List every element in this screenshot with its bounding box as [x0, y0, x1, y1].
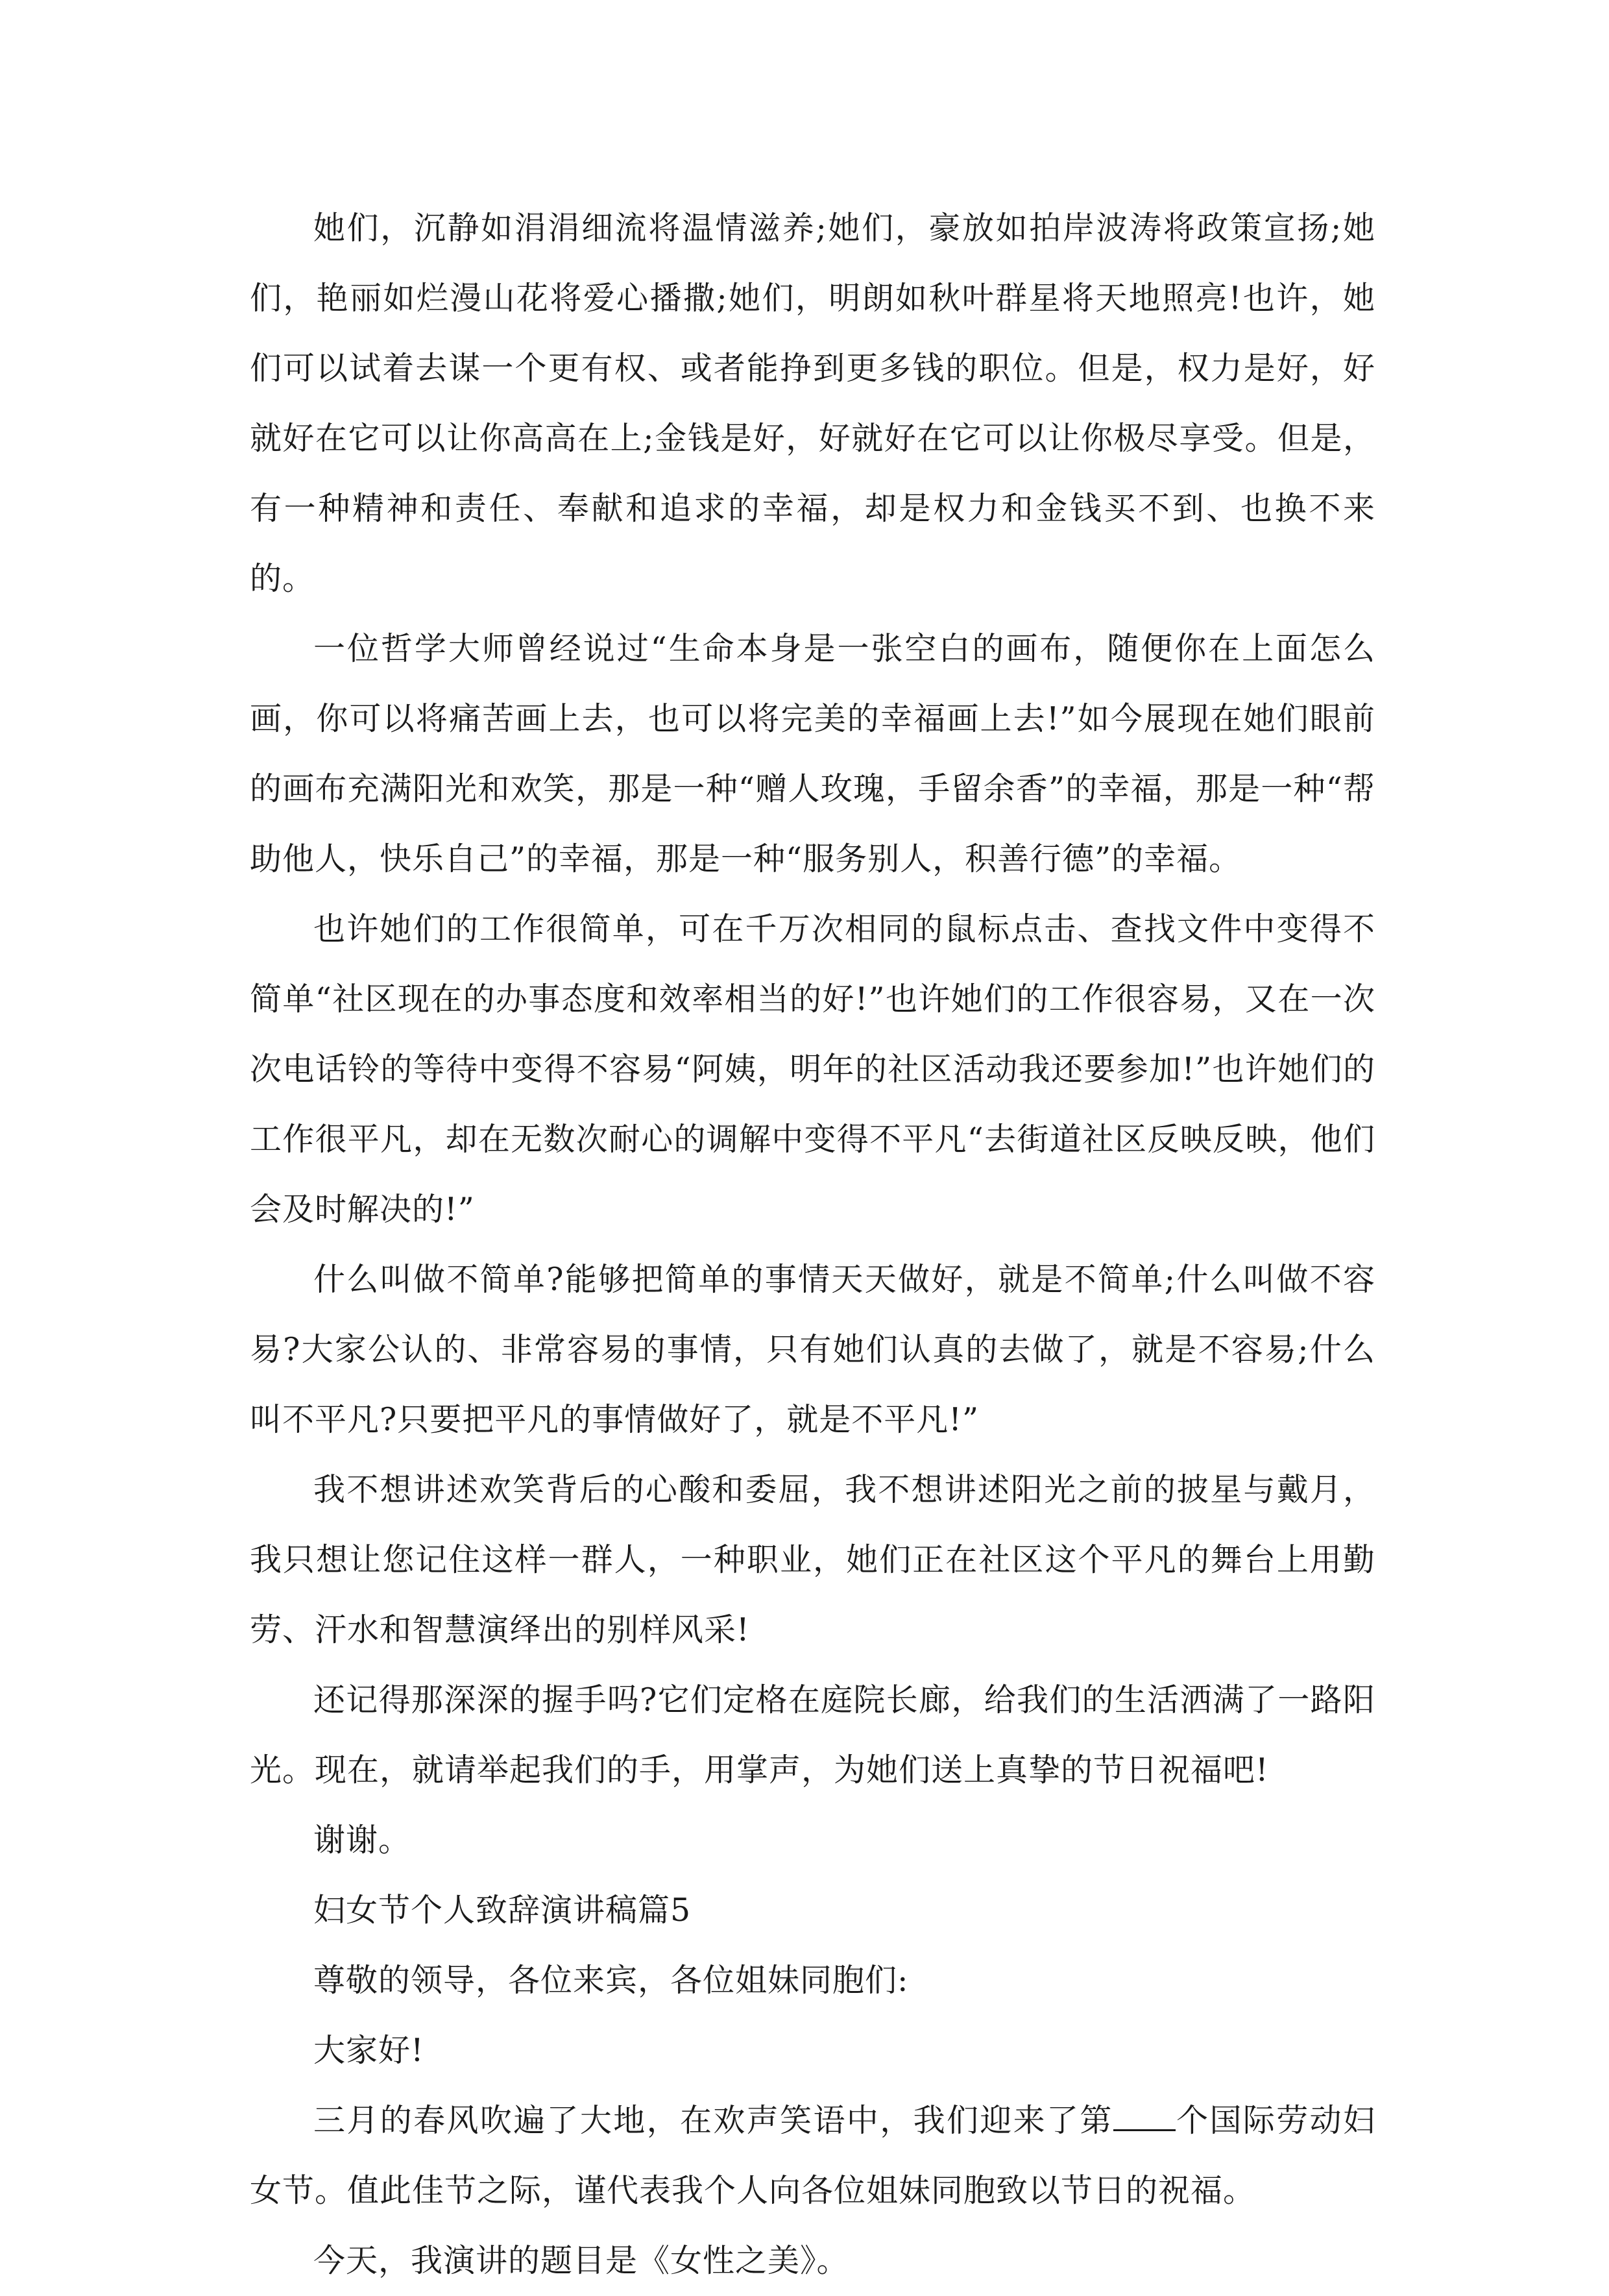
paragraph-6: 还记得那深深的握手吗?它们定格在庭院长廊，给我们的生活洒满了一路阳光。现在，就请举起我们的手，用掌声，为她们送上真挚的节日祝福吧!	[250, 1681, 1375, 1789]
paragraph-festival-after: 个国际劳动妇女节。值此佳节之际，谨代表我个人向各位姐妹同胞致以节日的祝福。	[250, 2102, 1375, 2209]
paragraph-1: 她们，沉静如涓涓细流将温情滋养;她们，豪放如拍岸波涛将政策宣扬;她们，艳丽如烂漫山花将爱心播撒;她们，明朗如秋叶群星将天地照亮!也许，她们可以试着去谋一个更有权、或者能挣到更多钱的职位。但是，权力是好，好就好在它可以让你高高在上;金钱是好，好就好在它可以让你极尽享受。但是，有一种精神和责任、奉献和追求的幸福，却是权力和金钱买不到、也换不来的。	[250, 210, 1375, 597]
paragraph-thanks: 谢谢。	[313, 1822, 411, 1859]
fill-in-blank	[1113, 2107, 1176, 2131]
paragraph-4: 什么叫做不简单?能够把简单的事情天天做好，就是不简单;什么叫做不容易?大家公认的、非常容易的事情，只有她们认真的去做了，就是不容易;什么叫不平凡?只要把平凡的事情做好了，就是不平凡!”	[250, 1261, 1375, 1438]
salutation: 尊敬的领导，各位来宾，各位姐妹同胞们:	[313, 1962, 909, 1999]
section-heading: 妇女节个人致辞演讲稿篇5	[313, 1892, 692, 1929]
paragraph-2: 一位哲学大师曾经说过“生命本身是一张空白的画布，随便你在上面怎么画，你可以将痛苦画上去，也可以将完美的幸福画上去!”如今展现在她们眼前的画布充满阳光和欢笑，那是一种“赠人玫瑰，手留余香”的幸福，那是一种“帮助他人，快乐自己”的幸福，那是一种“服务别人，积善行德”的幸福。	[250, 630, 1375, 877]
paragraph-festival	[250, 2086, 1375, 2226]
greeting: 大家好!	[313, 2032, 424, 2069]
paragraph-5: 我不想讲述欢笑背后的心酸和委屈，我不想讲述阳光之前的披星与戴月，我只想让您记住这样一群人，一种职业，她们正在社区这个平凡的舞台上用勤劳、汗水和智慧演绎出的别样风采!	[250, 1471, 1375, 1648]
paragraph-festival-before: 三月的春风吹遍了大地，在欢声笑语中，我们迎来了第	[313, 2102, 1113, 2139]
paragraph-3: 也许她们的工作很简单，可在千万次相同的鼠标点击、查找文件中变得不简单“社区现在的办事态度和效率相当的好!”也许她们的工作很容易，又在一次次电话铃的等待中变得不容易“阿姨，明年的社区活动我还要参加!”也许她们的工作很平凡，却在无数次耐心的调解中变得不平凡“去街道社区反映反映，他们会及时解决的!”	[250, 910, 1375, 1228]
document-body	[250, 193, 1375, 2296]
paragraph-topic: 今天，我演讲的题目是《女性之美》。	[313, 2242, 849, 2279]
